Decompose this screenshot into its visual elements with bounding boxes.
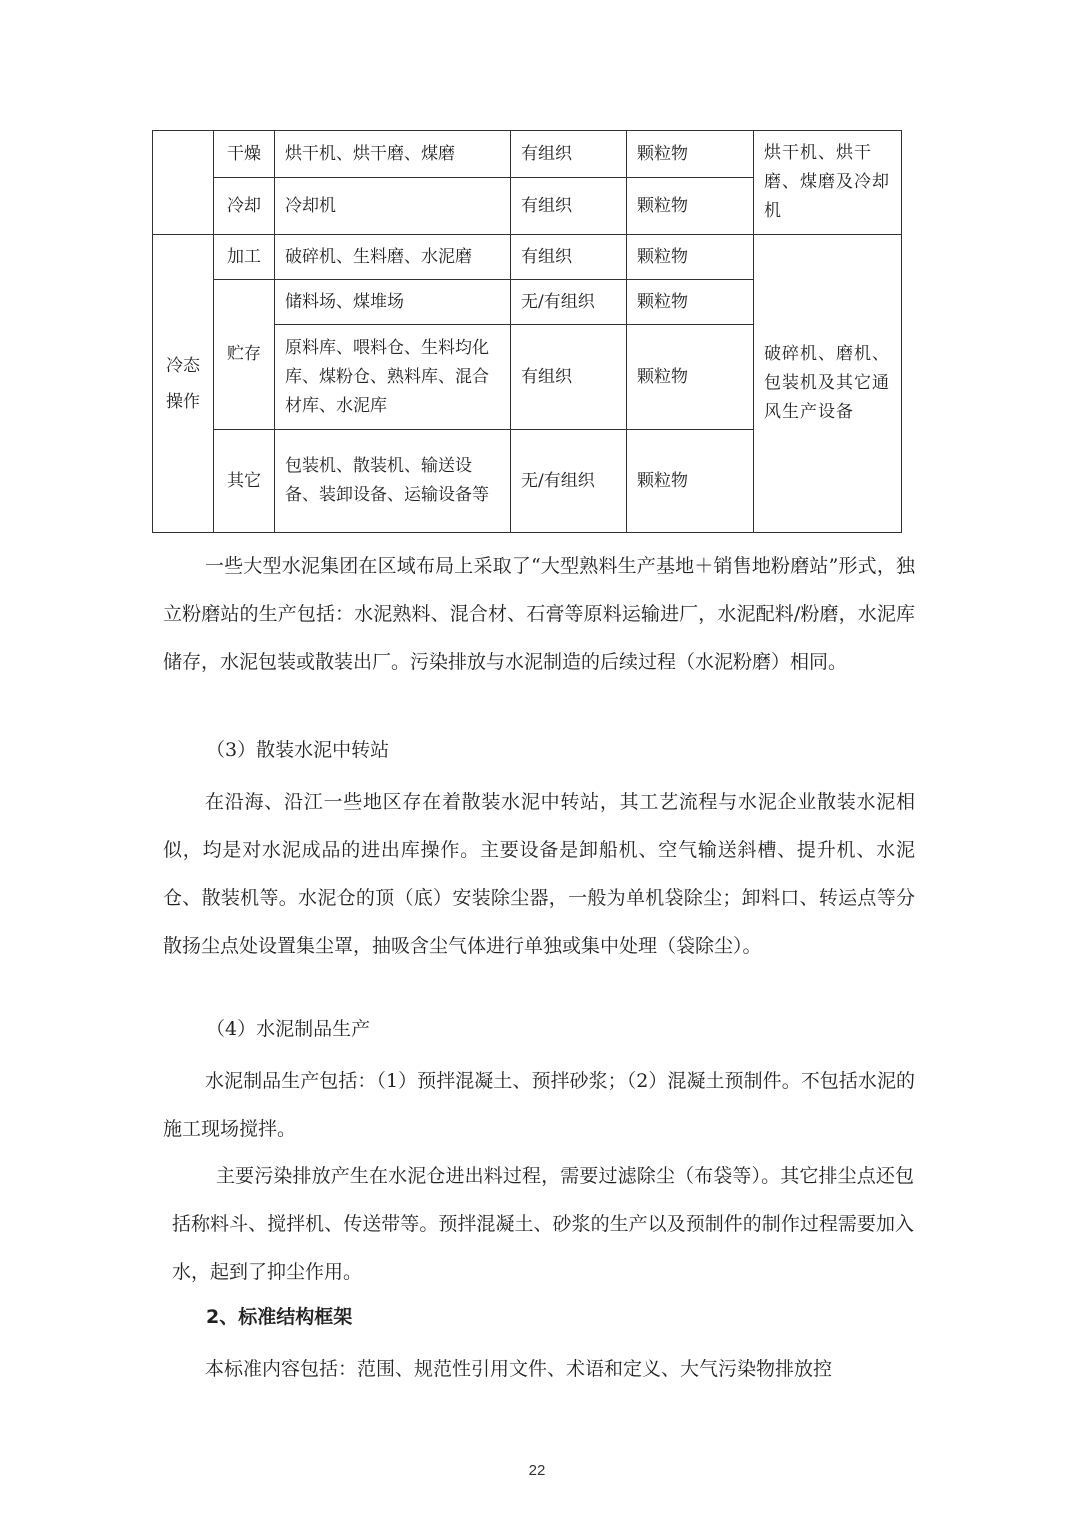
equipment-cell: 破碎机、生料磨、水泥磨 <box>275 235 511 280</box>
equipment-cell: 储料场、煤堆场 <box>275 280 511 325</box>
section-heading-3: （3）散装水泥中转站 <box>206 739 390 761</box>
pollutant-cell: 颗粒物 <box>627 325 754 430</box>
pollutant-cell: 颗粒物 <box>627 430 754 533</box>
step-cell: 贮存 <box>214 280 275 430</box>
form-cell: 有组织 <box>511 325 627 430</box>
step-cell: 其它 <box>214 430 275 533</box>
step-cell: 加工 <box>214 235 275 280</box>
paragraph-cement-products: 水泥制品生产包括：（1）预拌混凝土、预拌砂浆；（2）混凝土预制件。不包括水泥的施工现场搅拌。 <box>163 1070 915 1140</box>
pollutant-cell: 颗粒物 <box>627 280 754 325</box>
form-cell: 有组织 <box>511 178 627 235</box>
category-label: 冷态操作 <box>165 355 200 412</box>
form-cell: 无/有组织 <box>511 430 627 533</box>
table-row <box>153 235 902 280</box>
note-cell: 烘干机、烘干磨、煤磨及冷却机 <box>754 131 902 235</box>
category-cell <box>153 131 214 235</box>
paragraph-main-pollution: 主要污染排放产生在水泥仓进出料过程，需要过滤除尘（布袋等）。其它排尘点还包括称料斗、搅拌机、传送带等。预拌混凝土、砂浆的生产以及预制件的制作过程需要加入水，起到了抑尘作用。 <box>172 1165 914 1283</box>
pollutant-cell: 颗粒物 <box>627 131 754 178</box>
form-cell: 有组织 <box>511 131 627 178</box>
equipment-cell: 原料库、喂料仓、生料均化库、煤粉仓、熟料库、混合材库、水泥库 <box>275 325 511 430</box>
table-row <box>153 131 902 178</box>
pollutant-cell: 颗粒物 <box>627 235 754 280</box>
section-heading-4: （4）水泥制品生产 <box>206 1018 371 1040</box>
pollutant-cell: 颗粒物 <box>627 178 754 235</box>
page-number: 22 <box>528 1462 546 1479</box>
equipment-cell: 冷却机 <box>275 178 511 235</box>
paragraph-transfer-station: 在沿海、沿江一些地区存在着散装水泥中转站，其工艺流程与水泥企业散装水泥相似，均是对水泥成品的进出库操作。主要设备是卸船机、空气输送斜槽、提升机、水泥仓、散装机等。水泥仓的顶（底）安装除尘器，一般为单机袋除尘；卸料口、转运点等分散扬尘点处设置集尘罩，抽吸含尘气体进行单独或集中处理（袋除尘）。 <box>163 791 915 957</box>
form-cell: 有组织 <box>511 235 627 280</box>
note-cell: 破碎机、磨机、包装机及其它通风生产设备 <box>754 235 902 533</box>
equipment-cell: 包装机、散装机、输送设备、装卸设备、运输设备等 <box>275 430 511 533</box>
paragraph-standard-content: 本标准内容包括：范围、规范性引用文件、术语和定义、大气污染物排放控 <box>205 1358 833 1380</box>
category-cell <box>153 235 214 533</box>
paragraph-grinding-station: 一些大型水泥集团在区域布局上采取了“大型熟料生产基地＋销售地粉磨站”形式，独立粉磨站的生产包括：水泥熟料、混合材、石膏等原料运输进厂，水泥配料/粉磨，水泥库储存，水泥包装或散装出厂。污染排放与水泥制造的后续过程（水泥粉磨）相同。 <box>163 555 915 673</box>
section-heading-standard-structure: 2、标准结构框架 <box>206 1306 353 1328</box>
emission-table <box>152 130 902 533</box>
equipment-cell: 烘干机、烘干磨、煤磨 <box>275 131 511 178</box>
form-cell: 无/有组织 <box>511 280 627 325</box>
step-cell: 冷却 <box>214 178 275 235</box>
step-cell: 干燥 <box>214 131 275 178</box>
